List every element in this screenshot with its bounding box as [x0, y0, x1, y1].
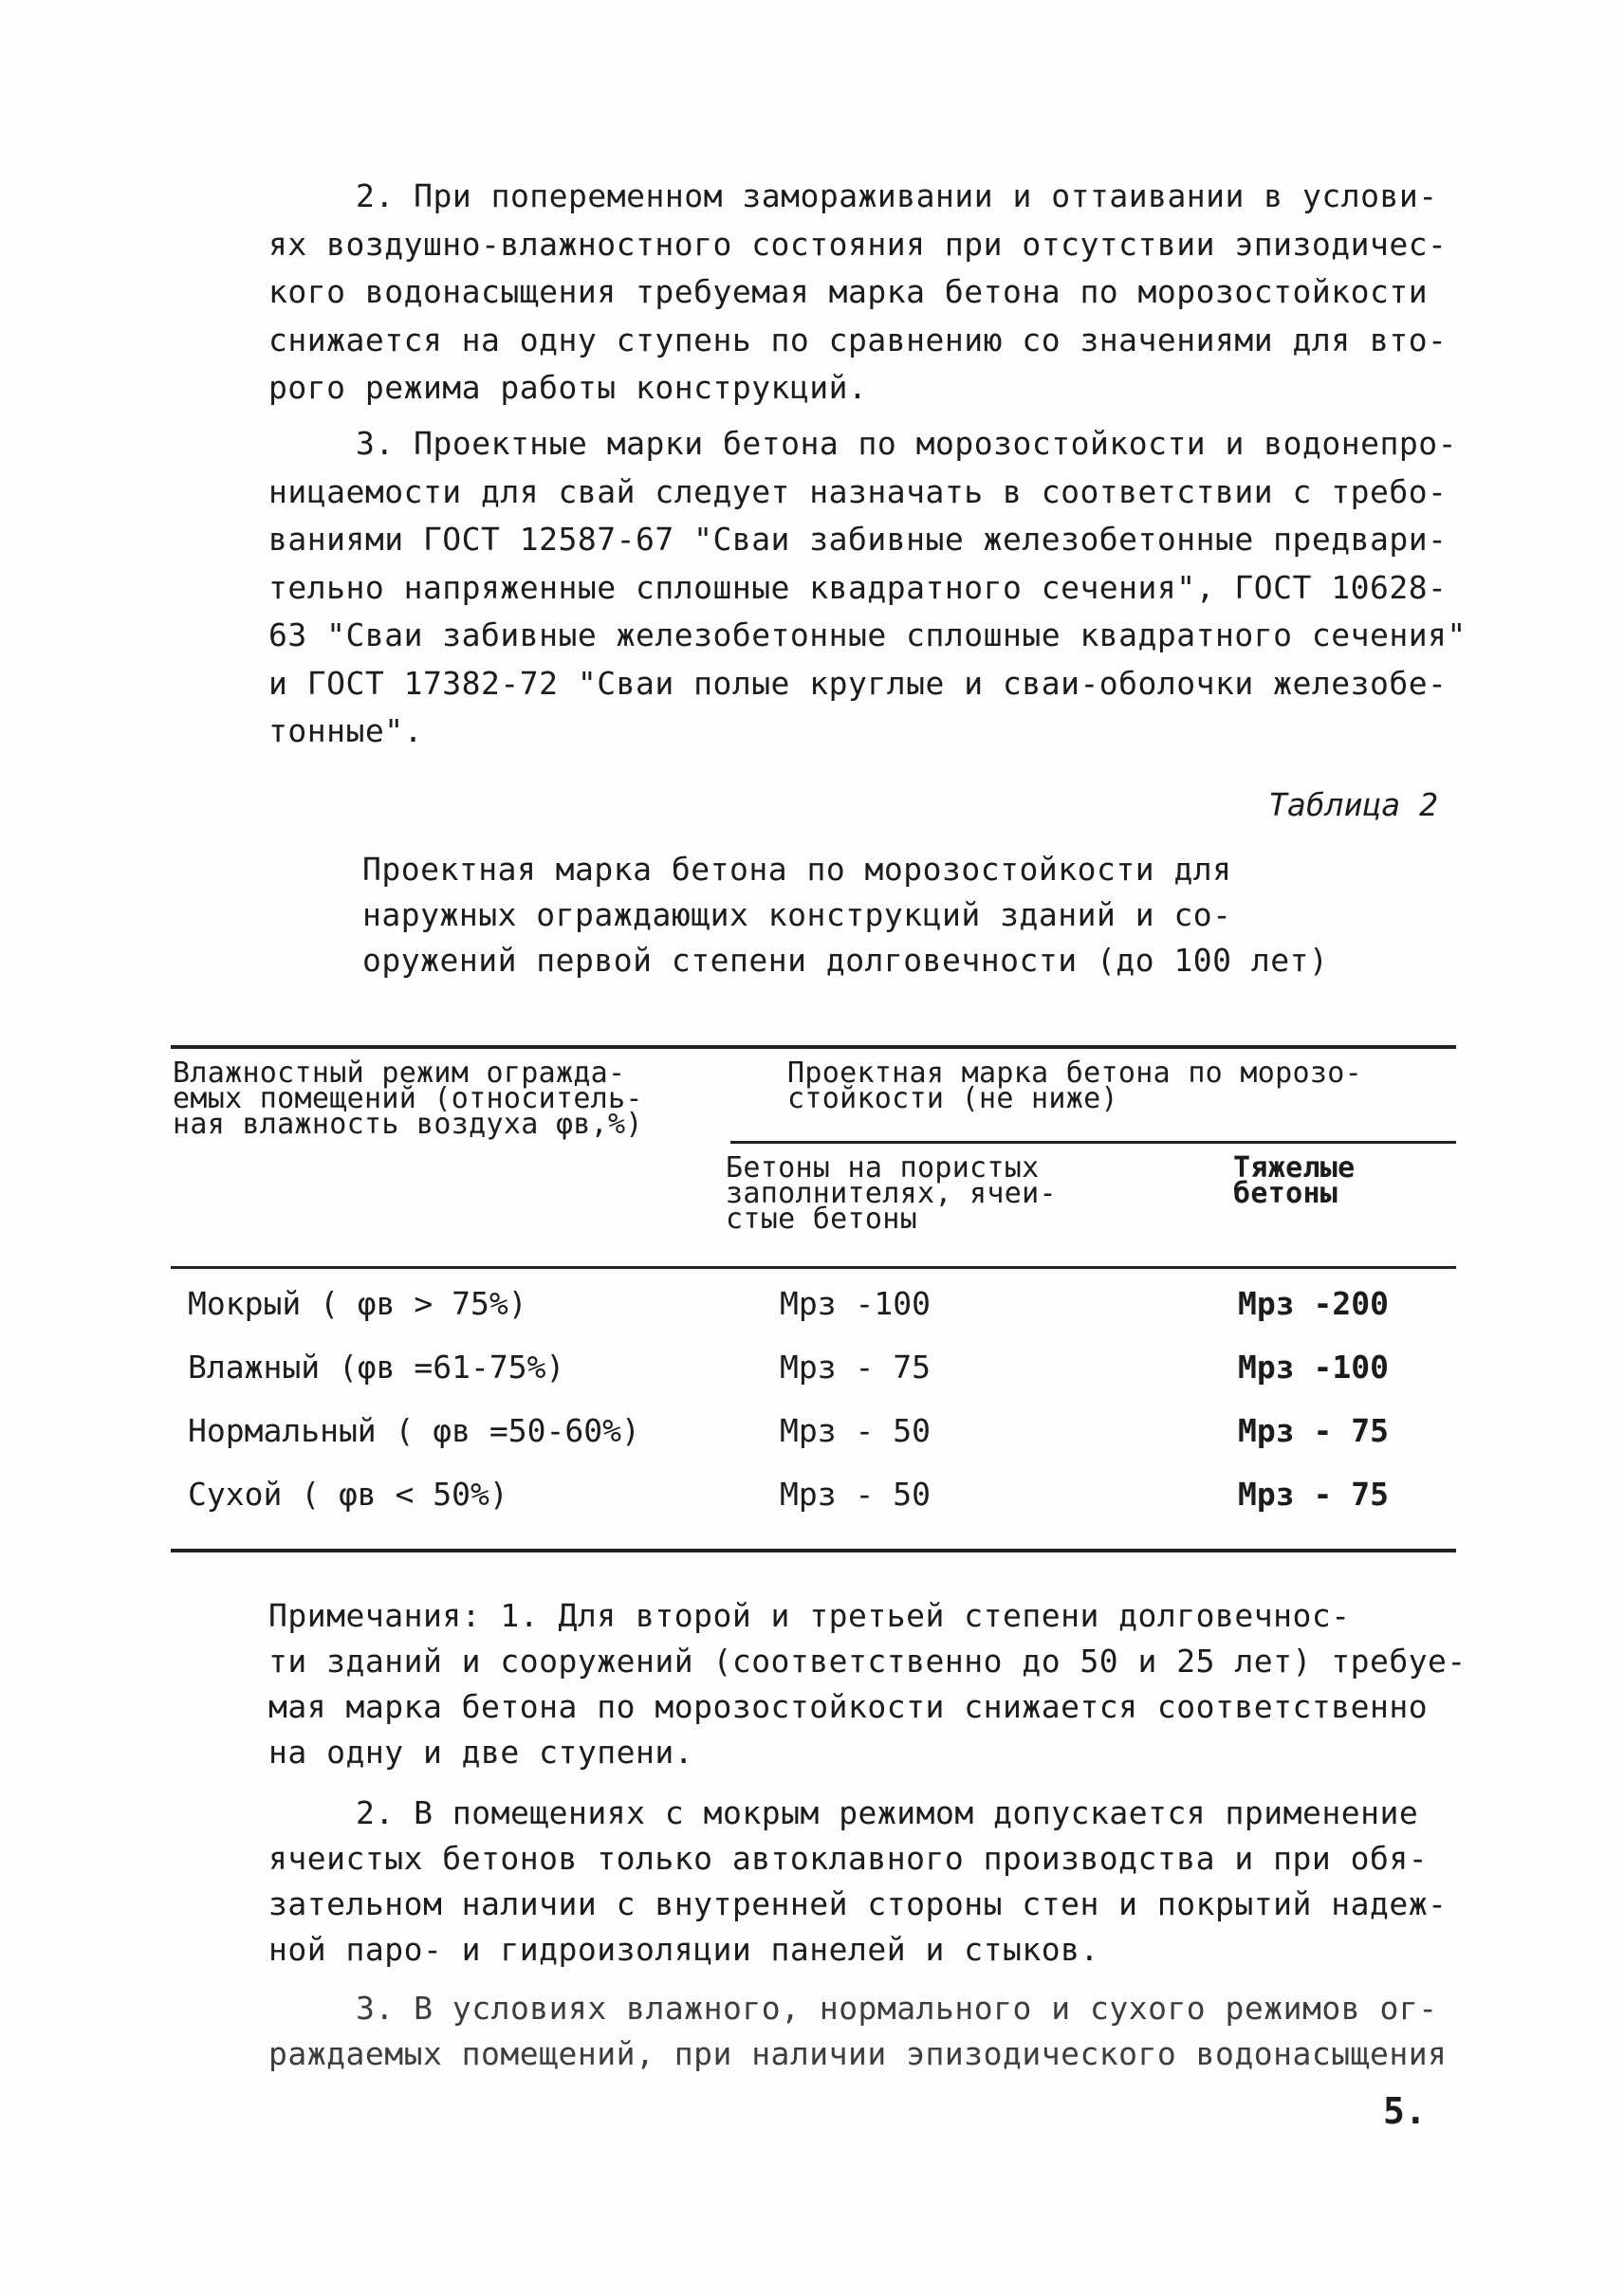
note-line: 3. В условиях влажного, нормального и сухого режимов ог- — [356, 1990, 1438, 2027]
note-line: раждаемых помещений, при наличии эпизодического водонасыщения — [268, 2035, 1448, 2072]
table-subheader-porous-concrete — [726, 1151, 1057, 1236]
table-header-frost-grade — [787, 1056, 1362, 1115]
paragraph-line: 2. При попеременном замораживании и оттаивании в услови- — [356, 177, 1438, 214]
header-line: бетоны — [1233, 1177, 1338, 1210]
paragraph-line: ницаемости для свай следует назначать в соответствии с требо- — [268, 472, 1448, 510]
note-line: мая марка бетона по морозостойкости снижается соответственно — [268, 1688, 1429, 1725]
table-bottom-rule — [171, 1549, 1456, 1552]
header-line: заполнителях, ячеи- — [726, 1177, 1057, 1210]
note-line: ти зданий и сооружений (соответственно до 50 и 25 лет) требуе- — [268, 1643, 1467, 1680]
header-line: стые бетоны — [726, 1203, 917, 1236]
caption-line: наружных ограждающих конструкций зданий и со- — [362, 896, 1232, 933]
header-line: Влажностный режим огражда- — [173, 1056, 626, 1090]
note-line: 2. В помещениях с мокрым режимом допускается применение — [356, 1794, 1419, 1831]
header-line: Тяжелые — [1233, 1151, 1356, 1185]
note-line: Примечания: 1. Для второй и третьей степени долговечнос- — [268, 1597, 1351, 1634]
paragraph-line: 63 "Сваи забивные железобетонные сплошные квадратного сечения" — [268, 616, 1467, 653]
caption-line: оружений первой степени долговечности (до 100 лет) — [362, 942, 1329, 979]
table-header-rule — [171, 1266, 1456, 1269]
table-row — [171, 1476, 1456, 1538]
note-2 — [268, 1791, 1454, 1973]
paragraph-line: кого водонасыщения требуемая марка бетона по морозостойкости — [268, 273, 1429, 310]
cell-porous-grade: Мрз - 50 — [780, 1476, 931, 1513]
header-line: ная влажность воздуха φв,%) — [173, 1108, 643, 1141]
table-row — [171, 1285, 1456, 1348]
paragraph-3 — [268, 420, 1467, 756]
note-line: ячеистых бетонов только автоклавного производства и при обя- — [268, 1840, 1429, 1877]
note-line: ной паро- и гидроизоляции панелей и стыков. — [268, 1931, 1099, 1968]
table-row — [171, 1412, 1456, 1475]
table-row — [171, 1349, 1456, 1411]
table-label: Таблица 2 — [1268, 786, 1438, 823]
cell-heavy-grade: Мрз -100 — [1238, 1349, 1389, 1386]
paragraph-line: ваниями ГОСТ 12587-67 "Сваи забивные железобетонные предвари- — [268, 521, 1448, 558]
header-line: Бетоны на пористых — [726, 1151, 1040, 1185]
table-top-rule — [171, 1045, 1456, 1049]
cell-humidity-mode: Сухой ( φв < 50%) — [188, 1476, 508, 1513]
cell-porous-grade: Мрз - 50 — [780, 1412, 931, 1449]
paragraph-line: ях воздушно-влажностного состояния при отсутствии эпизодичес- — [268, 225, 1448, 263]
page-number: 5. — [1383, 2090, 1427, 2132]
note-3 — [268, 1986, 1454, 2077]
paragraph-line: рого режима работы конструкций. — [268, 369, 868, 406]
paragraph-line: и ГОСТ 17382-72 "Сваи полые круглые и сваи-оболочки железобе- — [268, 664, 1448, 702]
paragraph-line: снижается на одну ступень по сравнению со значениями для вто- — [268, 321, 1448, 358]
cell-humidity-mode: Мокрый ( φв > 75%) — [188, 1285, 527, 1322]
paragraph-line: 3. Проектные марки бетона по морозостойкости и водонепро- — [356, 425, 1457, 462]
header-line: стойкости (не ниже) — [787, 1082, 1118, 1115]
cell-porous-grade: Мрз - 75 — [780, 1349, 931, 1386]
caption-line: Проектная марка бетона по морозостойкости для — [362, 851, 1232, 888]
cell-heavy-grade: Мрз - 75 — [1238, 1476, 1389, 1513]
paragraph-line: тонные". — [268, 712, 423, 749]
cell-humidity-mode: Нормальный ( φв =50-60%) — [188, 1412, 640, 1449]
table-subheader-rule — [730, 1141, 1456, 1144]
note-1 — [268, 1593, 1467, 1775]
table-caption — [362, 847, 1328, 983]
note-line: на одну и две ступени. — [268, 1734, 694, 1771]
cell-humidity-mode: Влажный (φв =61-75%) — [188, 1349, 565, 1386]
paragraph-line: тельно напряженные сплошные квадратного сечения", ГОСТ 10628- — [268, 568, 1448, 606]
cell-heavy-grade: Мрз -200 — [1238, 1285, 1389, 1322]
note-line: зательном наличии с внутренней стороны стен и покрытий надеж- — [268, 1885, 1448, 1922]
table-subheader-heavy-concrete — [1233, 1151, 1356, 1210]
header-line: Проектная марка бетона по морозо- — [787, 1056, 1362, 1090]
cell-heavy-grade: Мрз - 75 — [1238, 1412, 1389, 1449]
table-header-humidity-mode — [173, 1056, 643, 1141]
header-line: емых помещений (относитель- — [173, 1082, 643, 1115]
cell-porous-grade: Мрз -100 — [780, 1285, 931, 1322]
paragraph-2 — [268, 173, 1454, 413]
